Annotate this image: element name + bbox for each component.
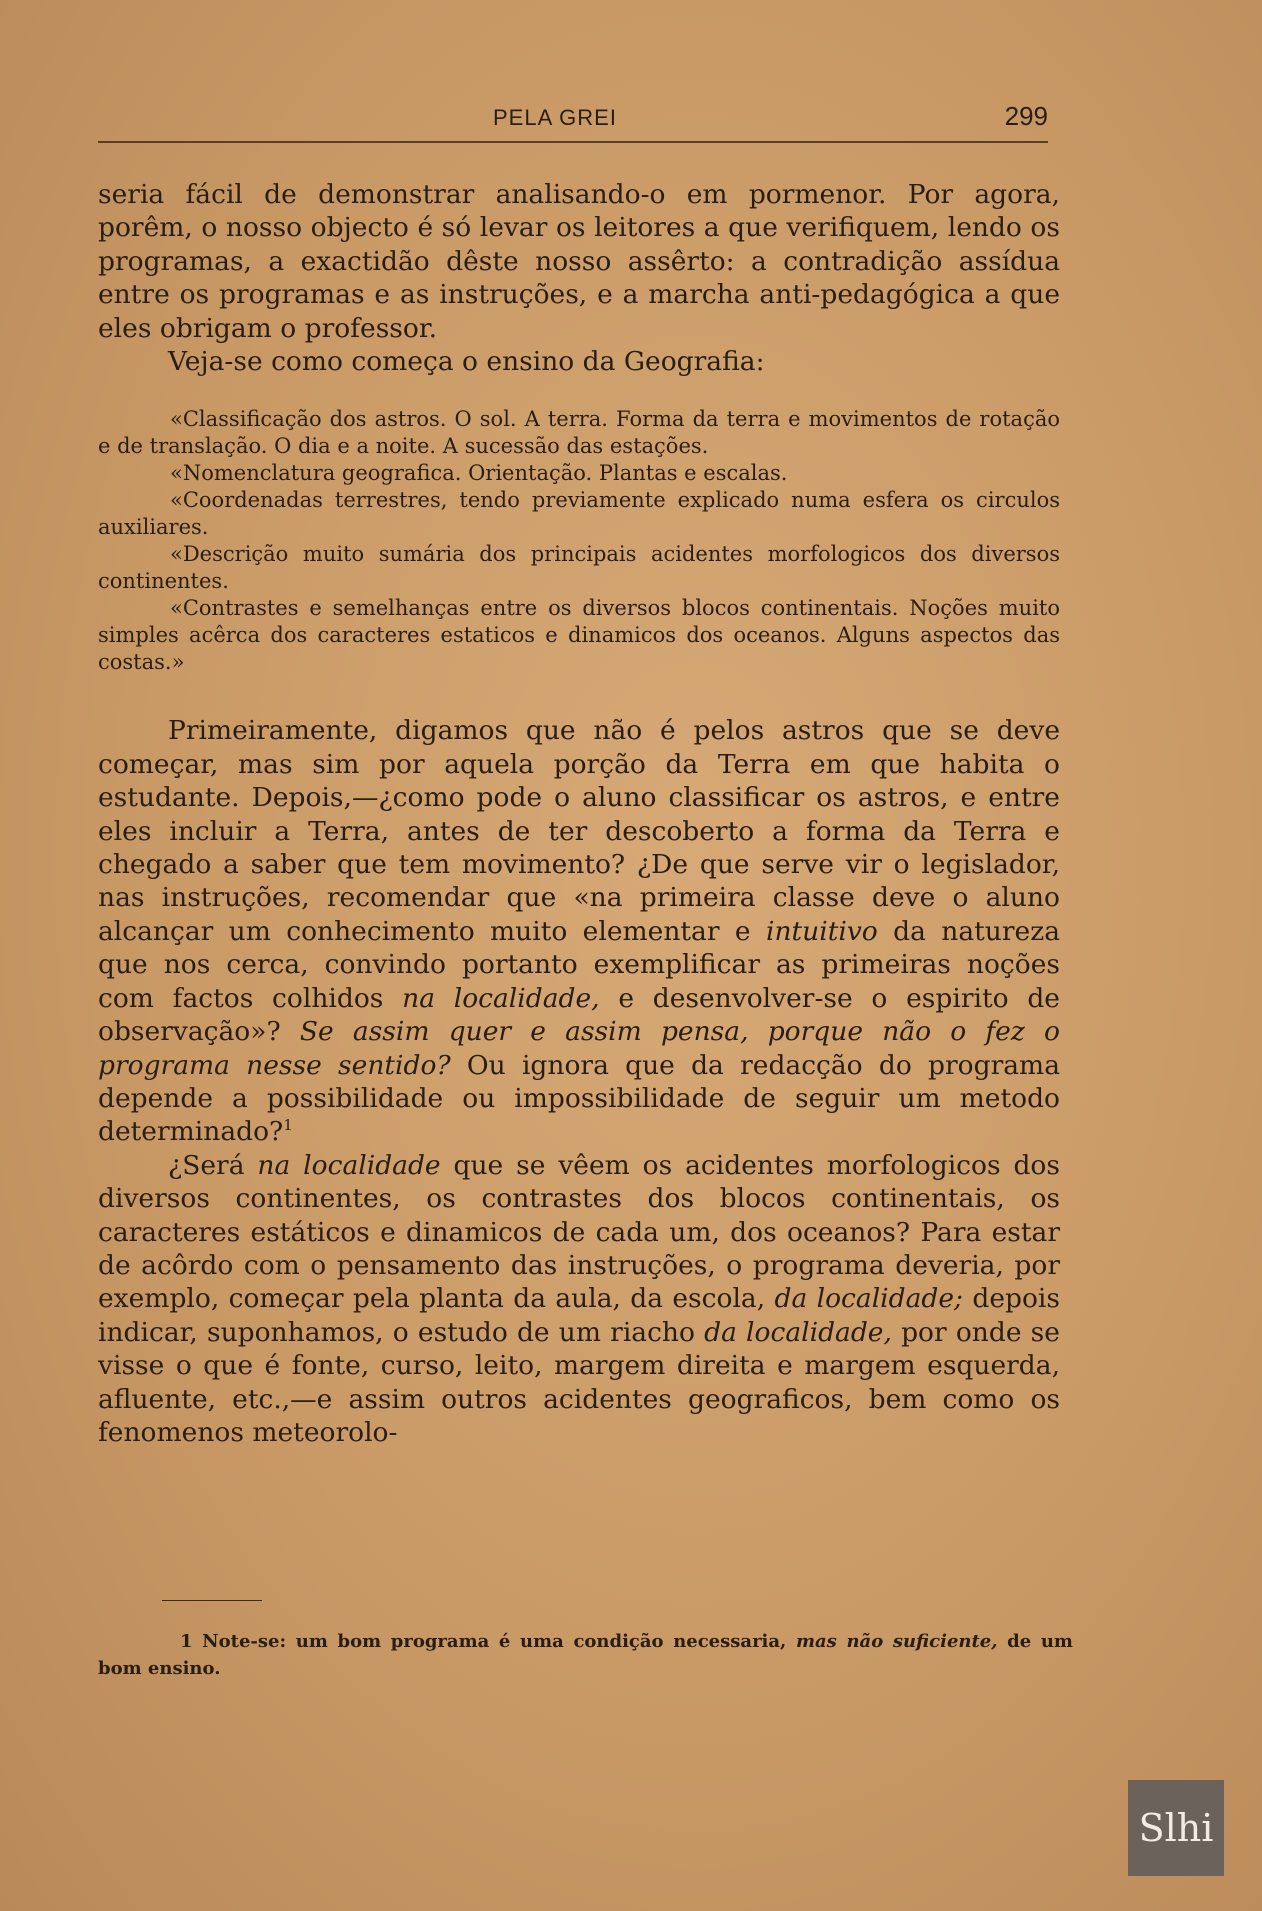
paragraph-3-italic-2: na localidade, (402, 982, 600, 1014)
paragraph-4-part-c: depois indicar, suponhamos, o estudo de um riacho (98, 1283, 1060, 1348)
running-title: PELA GREI (493, 105, 617, 130)
footnote (98, 1628, 1073, 1682)
quote-line-2: «Nomenclatura geografica. Orientação. Plantas e escalas. (170, 461, 788, 486)
library-logo[interactable]: Slhi (1128, 1780, 1224, 1876)
paragraph-4-italic-1: na localidade (257, 1149, 441, 1181)
quote-line-1: «Classificação dos astros. O sol. A terra. Forma da terra e movimentos de rotação e de translação. O dia e a noite. A sucessão das estações. (98, 407, 1060, 459)
paragraph-4 (98, 1149, 1060, 1450)
paragraph-4-part-a: ¿Será (168, 1149, 245, 1181)
footnote-text-italic: mas não suficiente, (795, 1631, 998, 1652)
paragraph-1: seria fácil de demonstrar analisando-o em pormenor. Por agora, porêm, o nosso objecto é só levar os leitores a que verifiquem, lendo os programas, a exactidão dêste nosso assêrto: a contradição assídua entre os programas e as instruções, e a marcha anti-pedagógica a que eles obrigam o professor. (98, 179, 1060, 344)
footnote-number: 1 (180, 1631, 193, 1652)
footnote-reference[interactable]: 1 (283, 1116, 293, 1135)
header-rule (98, 141, 1048, 143)
paragraph-4-italic-3: da localidade, (704, 1316, 892, 1348)
paragraph-3-part-c: e desenvolver-se o espirito de observação»? (98, 982, 1060, 1048)
paragraph-4-part-b: que se vêem os acidentes morfologicos dos diversos continentes, os contrastes dos blocos continentais, os caracteres estáticos e dinamicos de cada um, dos oceanos? Para estar de acôrdo com o pensamento das instruções, o programa deveria, por exemplo, começar pela planta da aula, da escola, (98, 1149, 1060, 1315)
quote-line-3: «Coordenadas terrestres, tendo previamente explicado numa esfera os circulos auxiliares. (98, 488, 1060, 540)
paragraph-4-part-d: por onde se visse o que é fonte, curso, leito, margem direita e margem esquerda, afluente, etc.,—e assim outros acidentes geograficos, bem como os fenomenos meteorolo- (98, 1316, 1060, 1448)
page-header (98, 101, 1048, 145)
paragraph-3-part-b: da natureza que nos cerca, convindo portanto exemplificar as primeiras noções com factos colhidos (98, 915, 1060, 1014)
paragraph-3-part-d: Ou ignora que da redacção do programa depende a possibilidade ou impossibilidade de seguir um metodo determinado? (98, 1049, 1060, 1148)
page-number: 299 (1004, 101, 1048, 131)
quote-line-5: «Contrastes e semelhanças entre os diversos blocos continentais. Noções muito simples acêrca dos caracteres estaticos e dinamicos dos oceanos. Alguns aspectos das costas.» (98, 596, 1060, 675)
footnote-rule (162, 1600, 262, 1601)
paragraph-3-part-a: Primeiramente, digamos que não é pelos astros que se deve começar, mas sim por aquela porção da Terra em que habita o estudante. Depois,—¿como pode o aluno classificar os astros, e entre eles incluir a Terra, antes de ter descoberto a forma da Terra e chegado a saber que tem movimento? ¿De que serve vir o legislador, nas instruções, recomendar que «na primeira classe deve o aluno alcançar um conhecimento muito elementar e (98, 715, 1060, 947)
paragraph-3-italic-1: intuitivo (765, 915, 878, 947)
paragraph-2: Veja-se como começa o ensino da Geografia: (168, 346, 765, 378)
footnote-text-b: de um bom ensino. (98, 1631, 1073, 1679)
body-text (98, 178, 1060, 1449)
paragraph-3 (98, 714, 1060, 1148)
paragraph-3-italic-3: Se assim quer e assim pensa, porque não o fez o programa nesse sentido? (98, 1016, 1060, 1081)
program-quote (98, 406, 1060, 676)
footnote-text-a: Note-se: um bom programa é uma condição necessaria, (202, 1631, 787, 1652)
quote-line-4: «Descrição muito sumária dos principais acidentes morfologicos dos diversos continentes. (98, 542, 1060, 594)
paragraph-4-italic-2: da localidade; (774, 1283, 963, 1315)
